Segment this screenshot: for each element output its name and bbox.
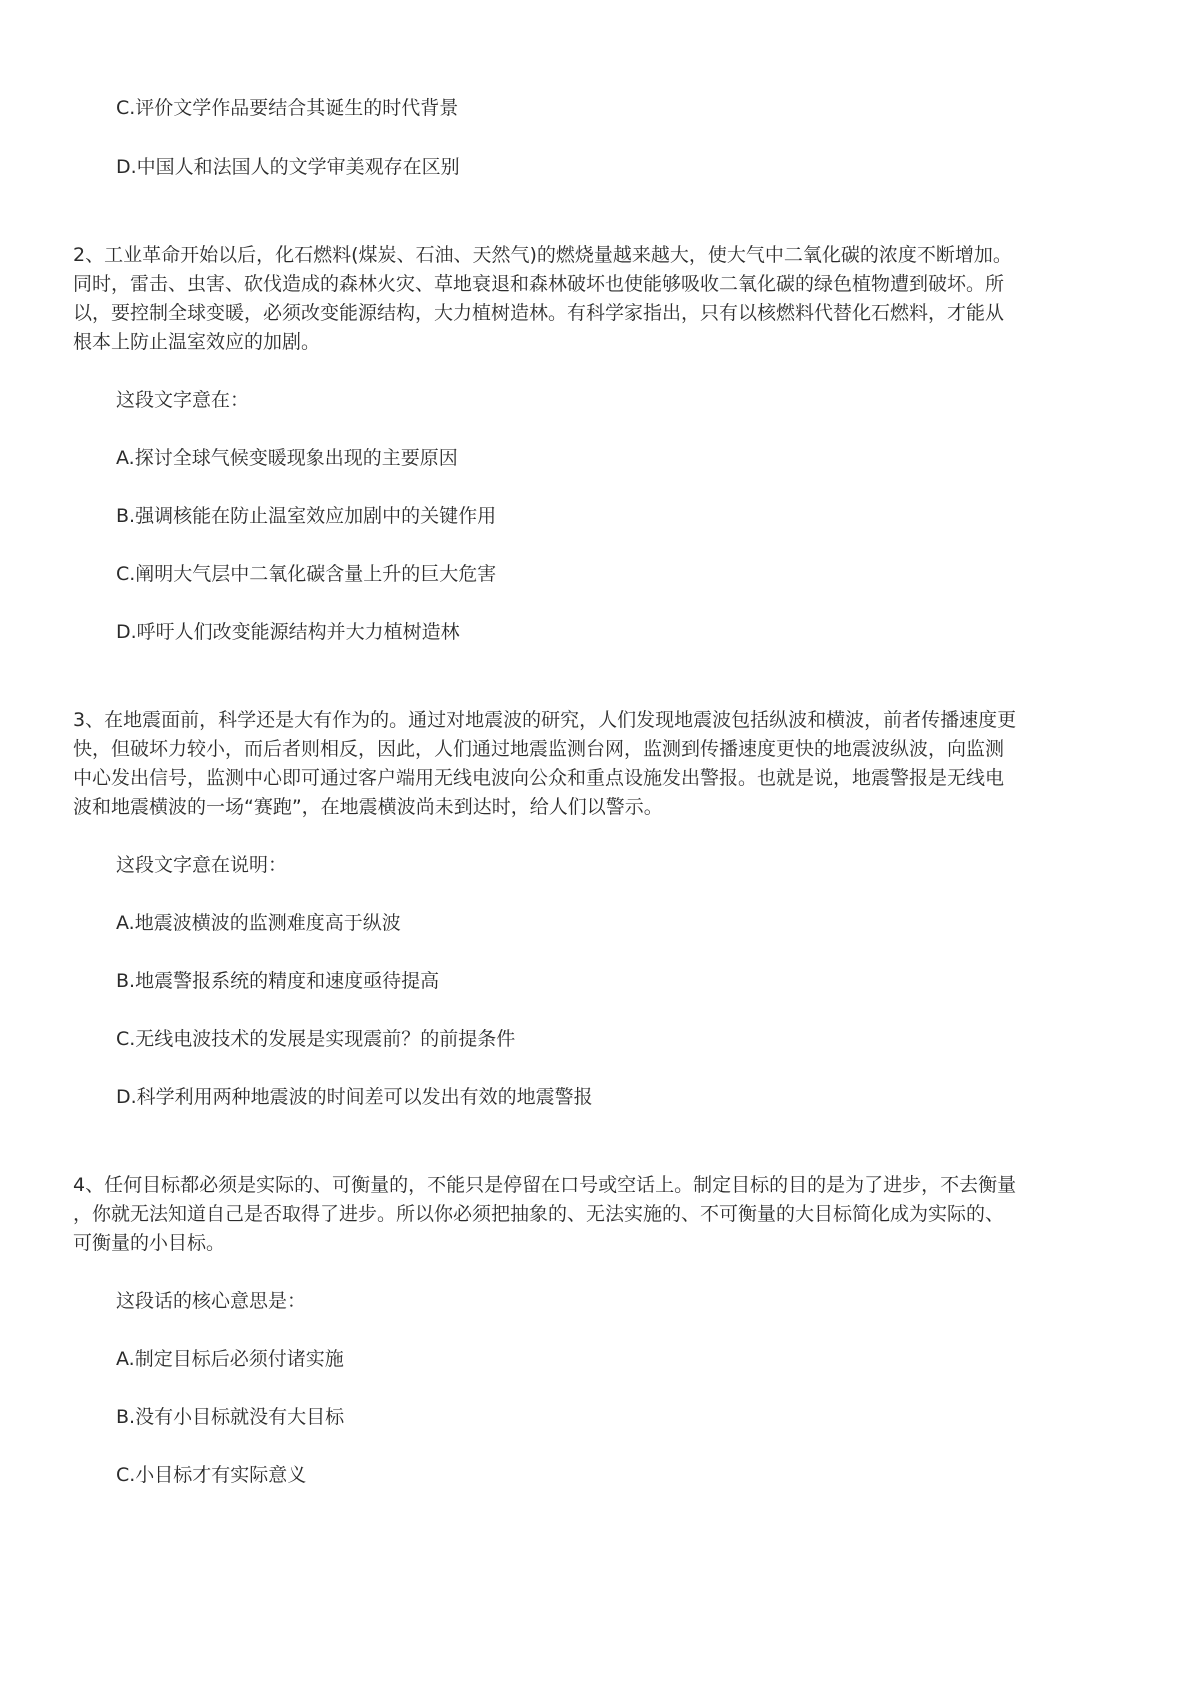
q4-stem-line: 可衡量的小目标。 [73,1232,226,1254]
q3-stem-line: 中心发出信号，监测中心即可通过客户端用无线电波向公众和重点设施发出警报。也就是说，地震警报是无线电 [73,767,1005,789]
q4-prompt: 这段话的核心意思是： [116,1290,307,1312]
q3-prompt: 这段文字意在说明： [116,854,288,876]
q4-option-a: A.制定目标后必须付诸实施 [116,1348,344,1370]
q3-option-a: A.地震波横波的监测难度高于纵波 [116,912,401,934]
q3-option-b: B.地震警报系统的精度和速度亟待提高 [116,970,440,992]
q2-stem-line: 同时，雷击、虫害、砍伐造成的森林火灾、草地衰退和森林破坏也使能够吸收二氧化碳的绿色植物遭到破坏。所 [73,273,1005,295]
q4-option-c: C.小目标才有实际意义 [116,1464,307,1486]
q3-stem-line: 波和地震横波的一场“赛跑”，在地震横波尚未到达时，给人们以警示。 [73,796,663,818]
q3-option-c: C.无线电波技术的发展是实现震前？的前提条件 [116,1028,516,1050]
q2-prompt: 这段文字意在： [116,389,250,411]
q4-option-b: B.没有小目标就没有大目标 [116,1406,345,1428]
q2-option-c: C.阐明大气层中二氧化碳含量上升的巨大危害 [116,563,497,585]
q3-option-d: D.科学利用两种地震波的时间差可以发出有效的地震警报 [116,1086,593,1108]
q2-stem-line: 2、工业革命开始以后，化石燃料(煤炭、石油、天然气)的燃烧量越来越大，使大气中二氧化碳的浓度不断增加。 [73,244,1012,266]
q2-option-d: D.呼吁人们改变能源结构并大力植树造林 [116,621,460,643]
q1-option-c: C.评价文学作品要结合其诞生的时代背景 [116,97,459,119]
q4-stem-line: ，你就无法知道自己是否取得了进步。所以你必须把抽象的、无法实施的、不可衡量的大目标简化成为实际的、 [73,1203,1005,1225]
q3-stem-line: 3、在地震面前，科学还是大有作为的。通过对地震波的研究，人们发现地震波包括纵波和横波，前者传播速度更 [73,709,1017,731]
q2-stem-line: 以，要控制全球变暖，必须改变能源结构，大力植树造林。有科学家指出，只有以核燃料代替化石燃料，才能从 [73,302,1005,324]
q1-option-d: D.中国人和法国人的文学审美观存在区别 [116,156,460,178]
q3-stem-line: 快，但破坏力较小，而后者则相反，因此，人们通过地震监测台网，监测到传播速度更快的地震波纵波，向监测 [73,738,1005,760]
q2-option-a: A.探讨全球气候变暖现象出现的主要原因 [116,447,458,469]
q2-option-b: B.强调核能在防止温室效应加剧中的关键作用 [116,505,497,527]
q4-stem-line: 4、任何目标都必须是实际的、可衡量的，不能只是停留在口号或空话上。制定目标的目的是为了进步，不去衡量 [73,1174,1017,1196]
q2-stem-line: 根本上防止温室效应的加剧。 [73,331,321,353]
